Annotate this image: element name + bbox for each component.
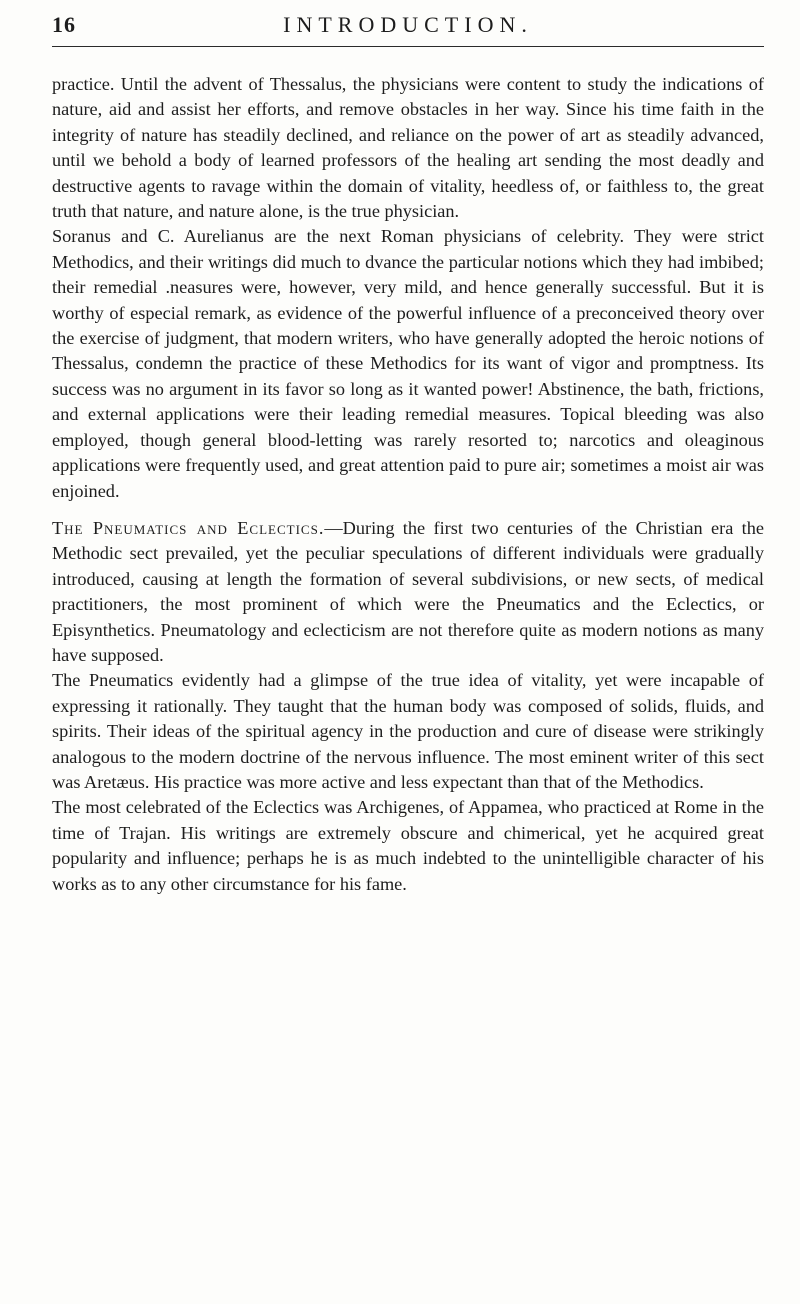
paragraph-text: —During the first two centuries of the Christian era the Methodic sect prevailed, yet the peculiar speculations of different individuals were gradually introduced, causing at length the formation of several subdivisions, or new sects, of medical practitioners, the most prominent of which were the Pneumatics and the Eclectics, or Episynthetics. Pneumatology and eclecticism are not therefore quite as modern notions as many have supposed. <box>52 517 764 665</box>
running-title: INTRODUCTION. <box>283 12 533 37</box>
paragraph-soranus <box>52 224 764 503</box>
section-heading: The Pneumatics and Eclectics. <box>52 517 325 538</box>
paragraph-eclectics <box>52 795 764 897</box>
paragraph-pneumatics <box>52 668 764 795</box>
paragraph-text: The Pneumatics evidently had a glimpse of the true idea of vitality, yet were incapable of expressing it rationally. They taught that the human body was composed of solids, fluids, and spirits. Their ideas of the spiritual agency in the production and cure of disease were strikingly analogous to the modern doctrine of the nervous influence. The most eminent writer of this sect was Aretæus. His practice was more active and less expectant than that of the Methodics. <box>52 670 764 792</box>
paragraph-text: practice. Until the advent of Thessalus, the physicians were content to study the indications of nature, aid and assist her efforts, and remove obstacles in her way. Since his time faith in the integrity of nature has steadily declined, and reliance on the power of art as steadily advanced, until we behold a body of learned professors of the healing art sending the most deadly and destructive agents to ravage within the domain of vitality, heedless of, or faithless to, the great truth that nature, and nature alone, is the true physician. <box>52 74 764 222</box>
page-number: 16 <box>52 12 76 37</box>
paragraph-text: The most celebrated of the Eclectics was Archigenes, of Appamea, who practiced at Rome in the time of Trajan. His writings are extremely obscure and chimerical, yet he acquired great popularity and influence; perhaps he is as much indebted to the unintelligible character of his works as to any other circumstance for his fame. <box>52 797 764 894</box>
body-text <box>52 72 764 897</box>
paragraph-pneumatics-eclectics <box>52 516 764 668</box>
running-head <box>52 12 764 47</box>
paragraph-text: Soranus and C. Aurelianus are the next Roman physicians of celebrity. They were strict Methodics, and their writings did much to dvance the particular notions which they had imbibed; their remedial .neasures were, however, very mild, and hence generally successful. But it is worthy of especial remark, as evidence of the powerful influence of a preconceived theory over the exercise of judgment, that modern writers, who have generally adopted the heroic notions of Thessalus, condemn the practice of these Methodics for its want of vigor and promptness. Its success was no argument in its favor so long as it wanted power! Abstinence, the bath, frictions, and external applications were their leading remedial measures. Topical bleeding was also employed, though general blood-letting was rarely resorted to; narcotics and oleaginous applications were frequently used, and great attention paid to pure air; sometimes a moist air was enjoined. <box>52 226 764 501</box>
paragraph-thessalus <box>52 72 764 224</box>
